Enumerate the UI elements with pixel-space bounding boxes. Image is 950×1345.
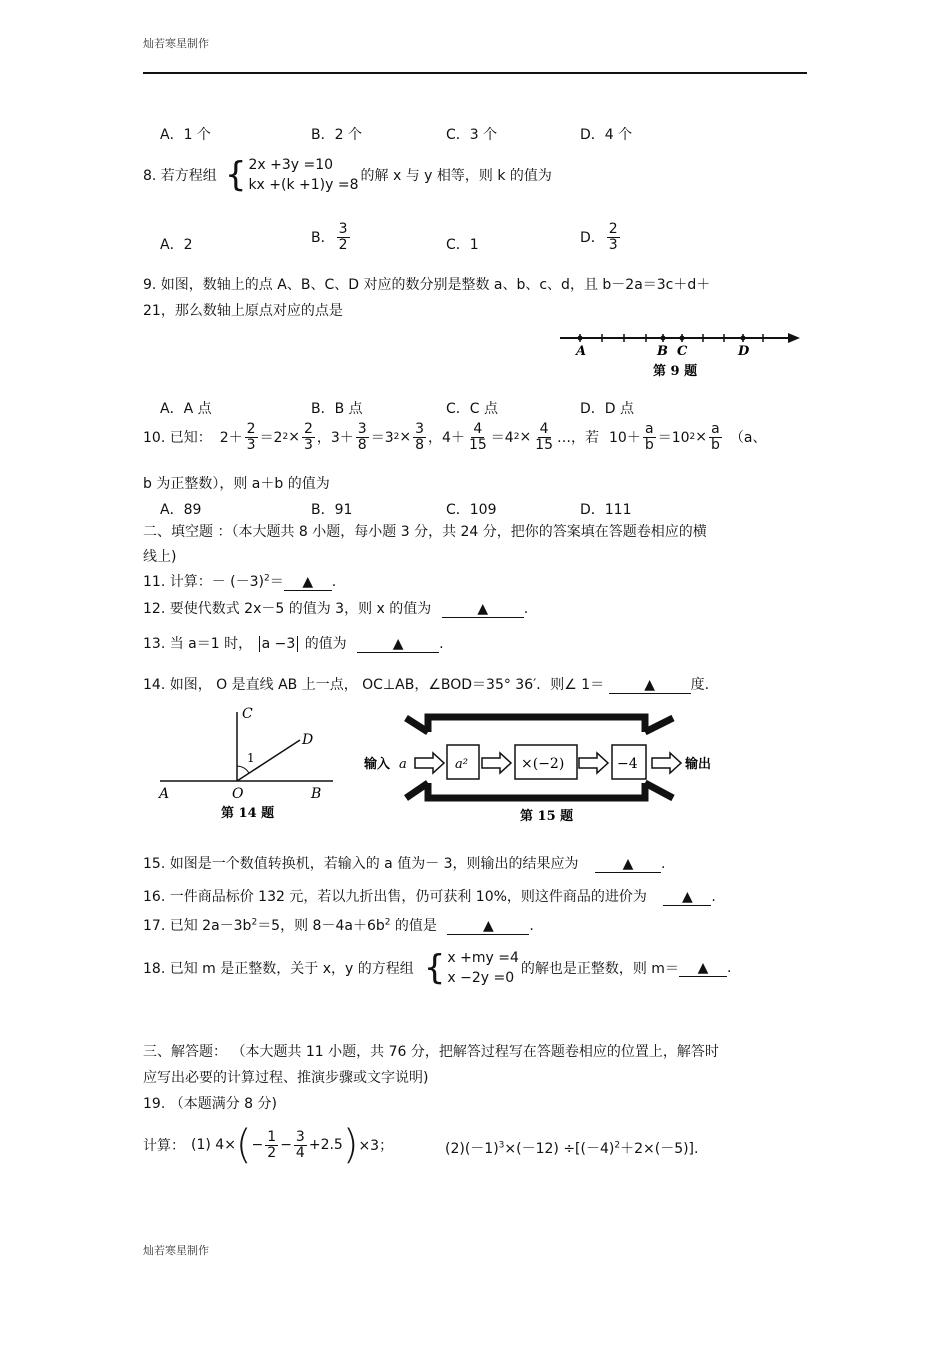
- q8-option-a: A．2: [160, 237, 193, 253]
- q14-text: 14. 如图， O 是直线 AB 上一点， OC⊥AB，∠BOD＝35° 36′．则∠ 1＝: [143, 677, 605, 693]
- fraction-denominator: b: [644, 436, 654, 453]
- fraction-numerator: 2: [608, 221, 618, 237]
- q10-term: ＝10: [657, 430, 690, 447]
- q8-prefix: 8. 若方程组: [143, 168, 217, 185]
- page-header: 灿若寒星制作: [143, 37, 209, 50]
- box-square-label: a²: [455, 757, 468, 772]
- question-19-title: 19. （本题满分 8 分): [143, 1096, 277, 1112]
- answer-blank: ▲: [663, 889, 711, 906]
- figure-14-caption: 第 14 题: [221, 806, 275, 821]
- question-14: [143, 674, 709, 694]
- question-10: [143, 422, 767, 452]
- answer-blank: ▲: [357, 636, 439, 653]
- arrow-right-icon: [579, 753, 608, 773]
- superscript: 3: [498, 1140, 505, 1151]
- q10-option-b: B．91: [311, 502, 353, 518]
- superscript: 2: [689, 432, 696, 443]
- question-13: [143, 633, 444, 653]
- q9-line1: 9. 如图，数轴上的点 A、B、C、D 对应的数分别是整数 a、b、c、d，且 b－2a＝3c＋d＋: [143, 277, 711, 293]
- fraction-numerator: 2: [303, 421, 313, 437]
- output-label: 输出: [685, 757, 712, 772]
- q17-text: 17. 已知 2a－3b: [143, 918, 252, 934]
- fraction-denominator: 4: [295, 1144, 305, 1161]
- fraction-numerator: 3: [338, 221, 348, 237]
- q8-option-d: [580, 222, 622, 252]
- label-c: C: [242, 706, 253, 722]
- q17-text: ＝5，则 8－4a＋6b: [257, 918, 385, 934]
- q19-part2-text: ×(－12) ÷[(－4): [504, 1141, 615, 1157]
- answer-blank: ▲: [595, 856, 661, 873]
- q17-text: 的值是: [390, 918, 437, 934]
- q10-term: ＝2: [259, 430, 283, 447]
- q18-text: 18. 已知 m 是正整数，关于 x，y 的方程组: [143, 961, 414, 978]
- fraction-numerator: a: [711, 421, 720, 437]
- point-label-c: C: [677, 344, 688, 359]
- q7-option-a: A．1 个: [160, 127, 211, 143]
- section-2-heading: 二、填空题 ：（本大题共 8 小题，每小题 3 分，共 24 分，把你的答案填在答题卷相应的横: [143, 524, 707, 540]
- q13-absolute-value: a −3: [259, 636, 299, 652]
- box-subtract-label: −4: [617, 756, 638, 772]
- q8-option-b: [311, 222, 352, 252]
- q10-prefix: 10. 已知：: [143, 430, 212, 447]
- q8-option-c: C．1: [446, 237, 479, 253]
- question-19-part-2: [445, 1138, 698, 1158]
- q10-term: 3＋: [330, 430, 354, 447]
- q10-separator: …，若: [557, 430, 599, 447]
- label-b: B: [311, 786, 322, 802]
- question-18: [143, 948, 731, 989]
- question-12: [143, 598, 528, 618]
- arrow-right-icon: [652, 753, 681, 773]
- q18-suffix: 的解也是正整数，则 m＝: [520, 961, 679, 978]
- q10-term: ×: [695, 429, 708, 446]
- superscript: 2: [251, 917, 258, 928]
- q10-separator: ，: [316, 430, 331, 447]
- label-a: A: [159, 786, 170, 802]
- q10-line2: b 为正整数），则 a＋b 的值为: [143, 476, 330, 492]
- point-label-a: A: [576, 344, 587, 359]
- q10-option-d: D．111: [580, 502, 632, 518]
- question-15: [143, 853, 665, 873]
- q12-end: .: [523, 601, 529, 617]
- q10-option-a: A．89: [160, 502, 202, 518]
- q8-option-d-label: D．: [580, 230, 605, 247]
- q11-end: .: [331, 574, 337, 590]
- label-d: D: [302, 732, 314, 748]
- superscript: 2: [384, 917, 391, 928]
- answer-blank: ▲: [442, 601, 524, 618]
- q10-term: ＝3: [370, 430, 394, 447]
- q19-part1-end: ×3；: [358, 1138, 394, 1154]
- fraction-denominator: 15: [535, 436, 553, 453]
- number-converter-figure: [360, 710, 730, 828]
- q10-term: 2＋: [219, 430, 243, 447]
- answer-blank: ▲: [679, 960, 727, 977]
- q10-separator: ，: [428, 430, 443, 447]
- fraction-denominator: b: [711, 436, 720, 453]
- arrow-right-icon: [415, 753, 444, 773]
- question-16: [143, 886, 716, 906]
- fraction-numerator: 4: [539, 421, 549, 437]
- q9-option-d: D．D 点: [580, 401, 635, 417]
- q18-system: [424, 948, 519, 989]
- page-footer: 灿若寒星制作: [143, 1244, 209, 1257]
- q19-part2-text: ＋2×(－5)].: [620, 1141, 699, 1157]
- q10-option-c: C．109: [446, 502, 497, 518]
- superscript: 2: [393, 432, 400, 443]
- q10-term: 10＋: [609, 430, 641, 447]
- q18-end: .: [726, 960, 732, 977]
- header-rule: [143, 72, 807, 74]
- label-o: O: [232, 786, 244, 802]
- q9-option-b: B．B 点: [311, 401, 363, 417]
- superscript: 2: [513, 432, 520, 443]
- q10-term: 4＋: [442, 430, 465, 447]
- q18-eq1: x +my =4: [447, 950, 519, 966]
- fraction-numerator: 4: [473, 421, 483, 437]
- q19-label: 计算：: [143, 1138, 185, 1154]
- q8-option-b-label: B．: [311, 230, 335, 247]
- q10-tail: （a、: [729, 430, 767, 447]
- q11-eq: ＝: [269, 574, 284, 590]
- q19-part2-text: (2)(－1): [445, 1141, 499, 1157]
- answer-blank: ▲: [447, 918, 529, 935]
- q13-suffix: 的值为: [304, 636, 347, 652]
- question-19-part-1: 计算： (1) 4× ( − $\frac{1}{2}$ − $\frac{3}{4}$ +2.5 ) ×3；: [143, 1122, 394, 1168]
- fraction-denominator: 8: [415, 436, 425, 453]
- question-8: [143, 155, 552, 196]
- machine-top: [428, 717, 645, 732]
- q15-text: 15. 如图是一个数值转换机，若输入的 a 值为－ 3，则输出的结果应为: [143, 856, 579, 872]
- input-variable: a: [399, 757, 407, 772]
- q9-option-c: C．C 点: [446, 401, 499, 417]
- q8-eq1: 2x +3y =10: [248, 157, 334, 173]
- q9-line2: 21，那么数轴上原点对应的点是: [143, 303, 343, 319]
- superscript: 2: [614, 1140, 621, 1151]
- fraction-denominator: 2: [267, 1144, 277, 1161]
- fraction-denominator: 8: [357, 436, 367, 453]
- fraction-numerator: 3: [415, 421, 425, 437]
- fraction-numerator: 3: [295, 1128, 305, 1145]
- fraction-numerator: 1: [267, 1128, 277, 1145]
- figure-9-caption: 第 9 题: [653, 364, 698, 379]
- question-17: [143, 915, 534, 935]
- q19-operator: −: [280, 1137, 292, 1153]
- q10-term: ×: [399, 429, 412, 446]
- q16-end: .: [711, 889, 716, 905]
- q10-term: ×: [519, 429, 532, 446]
- answer-blank: ▲: [284, 574, 332, 591]
- q11-text: 11. 计算：－ (－3): [143, 574, 264, 590]
- angle-arc: [237, 766, 249, 773]
- q13-text: 13. 当 a＝1 时，: [143, 636, 253, 652]
- q16-text: 16. 一件商品标价 132 元，若以九折出售，仍可获利 10%，则这件商品的进价为: [143, 889, 647, 905]
- fraction-numerator: 2: [246, 421, 256, 437]
- q8-suffix: 的解 x 与 y 相等，则 k 的值为: [360, 168, 552, 185]
- input-label: 输入: [364, 757, 391, 772]
- superscript: 2: [282, 432, 289, 443]
- fraction-denominator: 3: [303, 436, 313, 453]
- q7-option-c: C．3 个: [446, 127, 498, 143]
- q19-operator: +2.5: [308, 1137, 343, 1153]
- fraction-numerator: 3: [357, 421, 367, 437]
- fraction-denominator: 3: [246, 436, 256, 453]
- q13-end: .: [439, 636, 444, 652]
- section-3-heading: 三、解答题： （本大题共 11 小题，共 76 分，把解答过程写在答题卷相应的位置上，解答时: [143, 1044, 719, 1060]
- q9-option-a: A．A 点: [160, 401, 212, 417]
- arrow-right-icon: [482, 753, 511, 773]
- superscript: 2: [264, 573, 270, 584]
- q18-eq2: x −2y =0: [447, 970, 515, 987]
- point-label-d: D: [738, 344, 750, 359]
- fraction-denominator: 3: [608, 236, 618, 253]
- question-11: [143, 571, 336, 591]
- q15-end: .: [661, 856, 666, 872]
- brace-icon: {: [423, 948, 446, 989]
- q8-system: [225, 155, 359, 196]
- section-2-heading-line2: 线上): [143, 549, 177, 565]
- number-line-figure: [555, 328, 805, 380]
- point-label-b: B: [657, 344, 668, 359]
- answer-blank: ▲: [609, 677, 691, 694]
- fraction-denominator: 2: [338, 236, 348, 253]
- left-paren-icon: (: [235, 1122, 252, 1168]
- q10-term: ×: [288, 429, 300, 446]
- brace-icon: {: [224, 155, 247, 196]
- q19-part1-text: (1) 4×: [191, 1137, 236, 1153]
- q7-option-d: D．4 个: [580, 127, 633, 143]
- fraction-numerator: a: [644, 421, 654, 437]
- box-multiply-label: ×(−2): [521, 756, 565, 772]
- q14-end: 度.: [690, 677, 710, 693]
- arrow-right-icon: [788, 333, 800, 343]
- q17-end: .: [529, 918, 534, 934]
- figure-15-caption: 第 15 题: [520, 809, 574, 824]
- section-3-heading-line2: 应写出必要的计算过程、推演步骤或文字说明): [143, 1070, 429, 1086]
- label-angle-1: 1: [247, 751, 255, 765]
- right-paren-icon: ): [342, 1122, 359, 1168]
- q12-text: 12. 要使代数式 2x－5 的值为 3，则 x 的值为: [143, 601, 432, 617]
- q10-term: ＝4: [490, 430, 514, 447]
- q7-option-b: B．2 个: [311, 127, 362, 143]
- angle-figure-14: [155, 700, 335, 825]
- machine-bottom: [428, 783, 645, 798]
- fraction-denominator: 15: [468, 436, 487, 453]
- q8-eq2: kx +(k +1)y =8: [248, 177, 359, 194]
